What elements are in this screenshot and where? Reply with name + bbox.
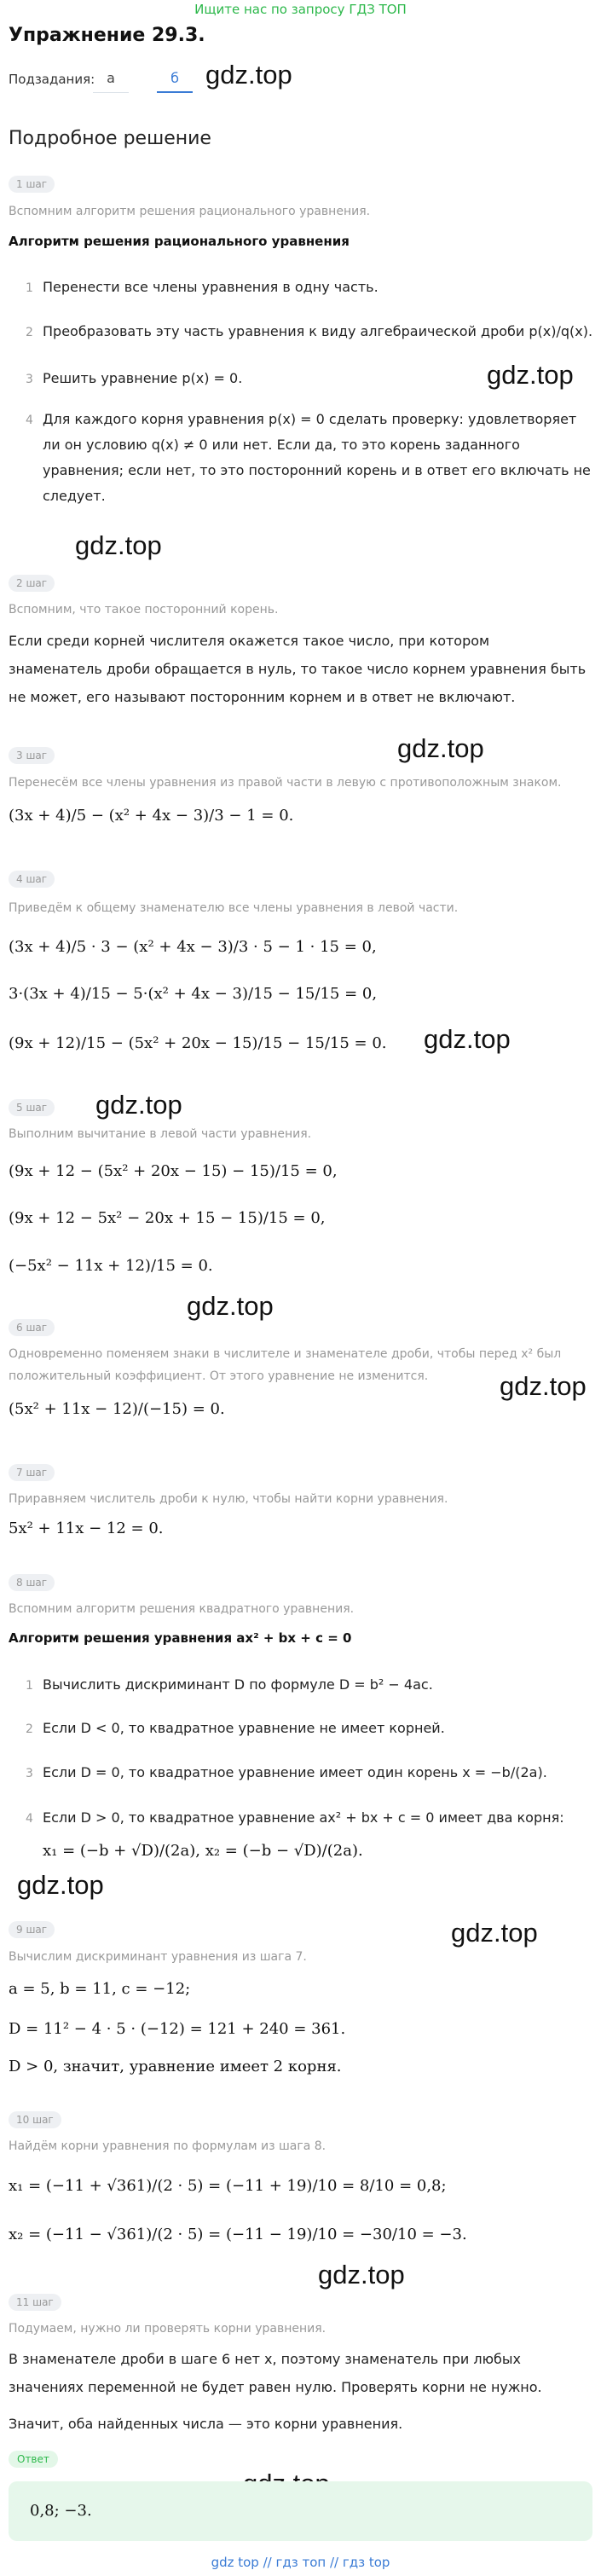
- equation: (3x + 4)/5 · 3 − (x² + 4x − 3)/3 · 5 − 1 · 15 = 0,: [9, 938, 377, 956]
- watermark: gdz.top: [187, 1291, 274, 1321]
- watermark: gdz.top: [424, 1024, 511, 1054]
- equation: x₁ = (−b + √D)/(2a), x₂ = (−b − √D)/(2a).: [43, 1842, 363, 1860]
- step-note: Приравняем числитель дроби к нулю, чтобы найти корни уравнения.: [9, 1492, 448, 1506]
- paragraph-line: В знаменателе дроби в шаге 6 нет x, поэтому знаменатель при любых: [9, 2351, 521, 2367]
- equation: (−5x² − 11x + 12)/15 = 0.: [9, 1257, 213, 1275]
- list-number: 1: [26, 1679, 33, 1693]
- equation: (9x + 12)/15 − (5x² + 20x − 15)/15 − 15/15 = 0.: [9, 1034, 387, 1052]
- list-item: Если D > 0, то квадратное уравнение ax² + bx + c = 0 имеет два корня:: [43, 1809, 564, 1826]
- step-badge: 11 шаг: [9, 2294, 61, 2311]
- step-note: Одновременно поменяем знаки в числителе и знаменателе дроби, чтобы перед x² был: [9, 1347, 562, 1361]
- step-note-line: положительный коэффициент. От этого уравнение не изменится.: [9, 1369, 429, 1383]
- watermark: gdz.top: [487, 360, 574, 390]
- step-badge: 10 шаг: [9, 2111, 61, 2128]
- equation: 3·(3x + 4)/15 − 5·(x² + 4x − 3)/15 − 15/15 = 0,: [9, 985, 378, 1003]
- equation: (9x + 12 − (5x² + 20x − 15) − 15)/15 = 0,: [9, 1162, 338, 1180]
- list-item: Перенести все члены уравнения в одну часть.: [43, 279, 379, 295]
- step-note: Вспомним алгоритм решения рационального уравнения.: [9, 205, 371, 218]
- algorithm-heading: Алгоритм решения уравнения ax² + bx + c = 0: [9, 1630, 352, 1646]
- page-title: Упражнение 29.3.: [9, 25, 205, 46]
- list-number: 3: [26, 373, 33, 386]
- paragraph-line: не может, его называют посторонним корнем и в ответ не включают.: [9, 689, 516, 705]
- equation: x₁ = (−11 + √361)/(2 · 5) = (−11 + 19)/10 = 8/10 = 0,8;: [9, 2177, 447, 2195]
- equation: 5x² + 11x − 12 = 0.: [9, 1520, 164, 1537]
- answer-label: Ответ: [9, 2451, 58, 2468]
- equation: x₂ = (−11 − √361)/(2 · 5) = (−11 − 19)/10 = −30/10 = −3.: [9, 2226, 467, 2243]
- watermark: gdz.top: [95, 1090, 182, 1120]
- step-note: Найдём корни уравнения по формулам из шага 8.: [9, 2139, 327, 2153]
- equation: (5x² + 11x − 12)/(−15) = 0.: [9, 1400, 225, 1418]
- equation: a = 5, b = 11, c = −12;: [9, 1980, 191, 1998]
- step-badge: 9 шаг: [9, 1921, 55, 1938]
- answer-box: [9, 2481, 592, 2541]
- watermark: gdz.top: [75, 530, 162, 560]
- step-badge: 8 шаг: [9, 1574, 55, 1591]
- watermark: gdz.top: [451, 1918, 538, 1948]
- step-note: Подумаем, нужно ли проверять корни уравнения.: [9, 2322, 327, 2336]
- step-note: Вспомним, что такое посторонний корень.: [9, 603, 279, 617]
- top-search-hint[interactable]: Ищите нас по запросу ГДЗ ТОП: [194, 2, 407, 17]
- watermark: gdz.top: [500, 1371, 587, 1401]
- list-number: 4: [26, 414, 33, 427]
- paragraph-line: Значит, оба найденных числа — это корни уравнения.: [9, 2416, 403, 2432]
- answer-value: 0,8; −3.: [30, 2502, 92, 2520]
- step-note: Выполним вычитание в левой части уравнения.: [9, 1127, 312, 1141]
- step-badge: 1 шаг: [9, 176, 55, 193]
- subtasks-label: Подзадания:: [9, 72, 95, 87]
- list-number: 2: [26, 1722, 33, 1736]
- list-number: 2: [26, 326, 33, 339]
- list-item-line: уравнения; если нет, то это посторонний корень и в ответ его включать не: [43, 462, 591, 478]
- step-badge: 6 шаг: [9, 1319, 55, 1336]
- step-note: Вычислим дискриминант уравнения из шага 7.: [9, 1950, 307, 1964]
- step-note: Приведём к общему знаменателю все члены уравнения в левой части.: [9, 901, 459, 915]
- footer-links[interactable]: gdz top // гдз топ // гдз top: [211, 2555, 390, 2570]
- step-note: Перенесём все члены уравнения из правой части в левую с противоположным знаком.: [9, 776, 562, 790]
- equation: D = 11² − 4 · 5 · (−12) = 121 + 240 = 361.: [9, 2020, 346, 2038]
- section-title: Подробное решение: [9, 128, 211, 149]
- equation: (3x + 4)/5 − (x² + 4x − 3)/3 − 1 = 0.: [9, 807, 294, 825]
- watermark: gdz.top: [318, 2260, 405, 2289]
- list-item-line: следует.: [43, 488, 106, 504]
- algorithm-heading: Алгоритм решения рационального уравнения: [9, 234, 350, 249]
- step-note: Вспомним алгоритм решения квадратного уравнения.: [9, 1602, 355, 1616]
- list-item: Преобразовать эту часть уравнения к виду алгебраической дроби p(x)/q(x).: [43, 323, 593, 339]
- watermark: gdz.top: [205, 60, 292, 90]
- step-badge: 2 шаг: [9, 575, 55, 592]
- step-badge: 3 шаг: [9, 747, 55, 764]
- equation: D > 0, значит, уравнение имеет 2 корня.: [9, 2058, 342, 2075]
- watermark: gdz.top: [397, 733, 484, 763]
- paragraph-line: знаменатель дроби обращается в нуль, то такое число корнем уравнения быть: [9, 661, 587, 677]
- list-item: Решить уравнение p(x) = 0.: [43, 370, 243, 386]
- equation: (9x + 12 − 5x² − 20x + 15 − 15)/15 = 0,: [9, 1209, 326, 1227]
- paragraph-line: Если среди корней числителя окажется такое число, при котором: [9, 633, 490, 649]
- step-badge: 4 шаг: [9, 871, 55, 888]
- paragraph-line: значениях переменной не будет равен нулю. Проверять корни не нужно.: [9, 2379, 542, 2395]
- list-number: 3: [26, 1767, 33, 1780]
- watermark: gdz.top: [17, 1870, 104, 1900]
- step-badge: 5 шаг: [9, 1099, 55, 1116]
- list-number: 4: [26, 1812, 33, 1826]
- list-item-line: ли он условию q(x) ≠ 0 или нет. Если да, то это корень заданного: [43, 437, 520, 453]
- subtask-tab-a[interactable]: а: [93, 66, 129, 93]
- list-number: 1: [26, 281, 33, 295]
- step-badge: 7 шаг: [9, 1464, 55, 1481]
- list-item: Для каждого корня уравнения p(x) = 0 сделать проверку: удовлетворяет: [43, 411, 577, 427]
- list-item: Если D < 0, то квадратное уравнение не имеет корней.: [43, 1720, 445, 1736]
- list-item: Вычислить дискриминант D по формуле D = b² − 4ac.: [43, 1676, 433, 1693]
- list-item: Если D = 0, то квадратное уравнение имеет один корень x = −b/(2a).: [43, 1764, 547, 1780]
- subtask-tab-b[interactable]: б: [157, 66, 193, 93]
